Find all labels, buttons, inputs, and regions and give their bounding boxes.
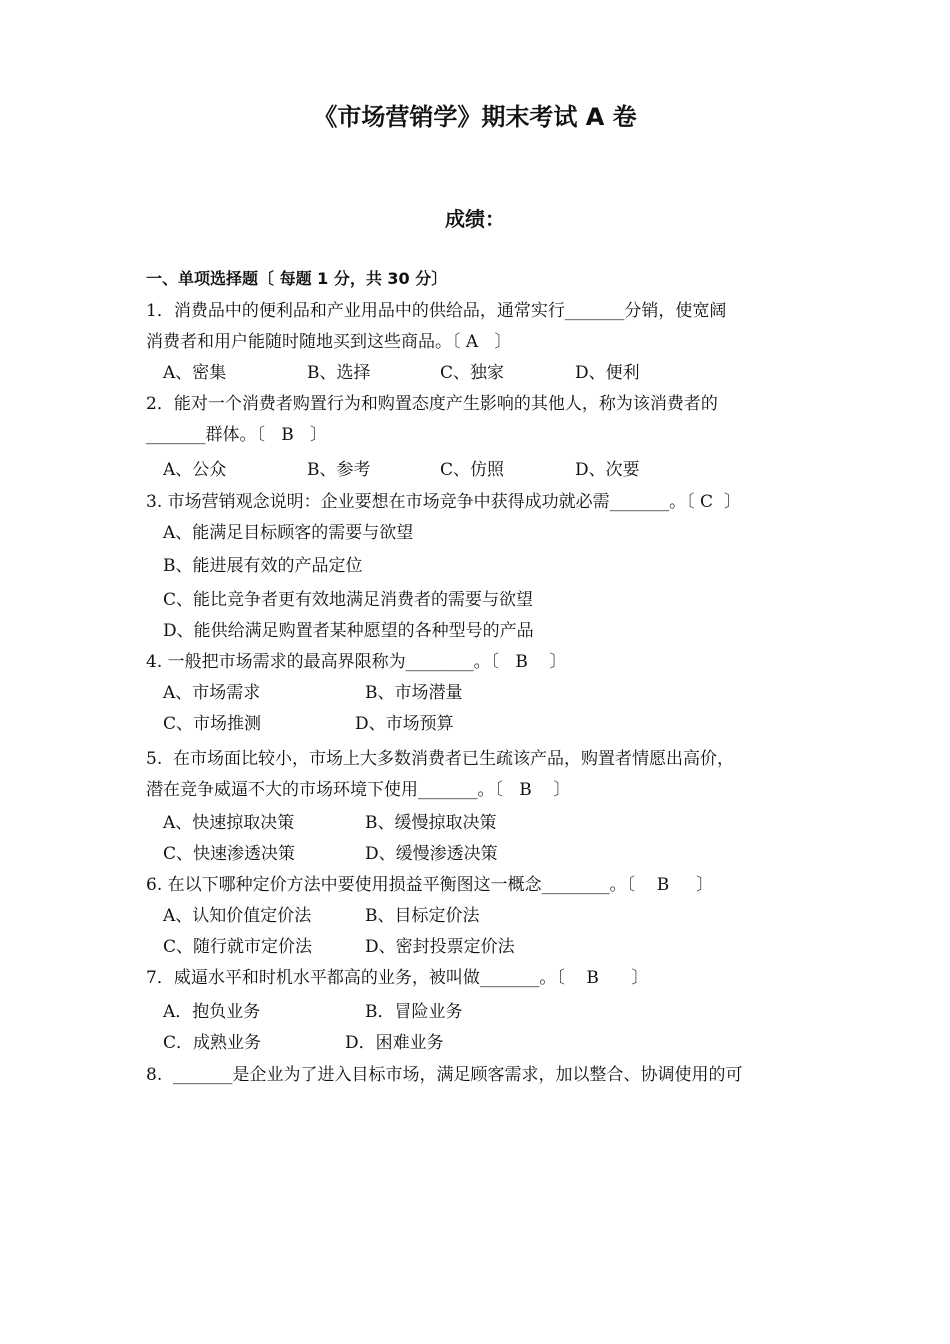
q3-option-a: A、能满足目标顾客的需要与欲望 [163, 523, 414, 543]
q3-option-c: C、能比竞争者更有效地满足消费者的需要与欲望 [163, 590, 534, 610]
score-label: 成绩： [445, 207, 505, 231]
q2-option-c: C、仿照 [440, 460, 505, 480]
q4-option-b: B、市场潜量 [365, 683, 463, 703]
q6-option-a: A、认知价值定价法 [163, 906, 312, 926]
q7-option-a: A．抱负业务 [163, 1002, 261, 1022]
q4-option-a: A、市场需求 [163, 683, 261, 703]
q2-line2: _______群体。〔 B 〕 [146, 425, 327, 445]
q2-option-a: A、公众 [163, 460, 227, 480]
q2-option-d: D、次要 [575, 460, 640, 480]
q6-option-b: B、目标定价法 [365, 906, 480, 926]
q5-option-b: B、缓慢掠取决策 [365, 813, 497, 833]
section-heading: 一、单项选择题〔 每题 1 分，共 30 分〕 [146, 269, 448, 288]
q3-option-b: B、能进展有效的产品定位 [163, 556, 363, 576]
q1-line2: 消费者和用户能随时随地买到这些商品。〔 A 〕 [146, 332, 512, 352]
q2-option-b: B、参考 [307, 460, 371, 480]
q5-option-d: D、缓慢渗透决策 [365, 844, 498, 864]
q5-option-a: A、快速掠取决策 [163, 813, 295, 833]
q7-option-d: D．困难业务 [345, 1033, 444, 1053]
q5-line2: 潜在竞争威逼不大的市场环境下使用_______。〔 B 〕 [146, 780, 571, 800]
q1-option-d: D、便利 [575, 363, 640, 383]
q1-line1: 1．消费品中的便利品和产业用品中的供给品，通常实行_______分销，使宽阔 [146, 301, 727, 321]
q2-line1: 2．能对一个消费者购置行为和购置态度产生影响的其他人，称为该消费者的 [146, 394, 718, 414]
q1-option-a: A、密集 [163, 363, 227, 383]
q4-line1: 4. 一般把市场需求的最高界限称为________。〔 B 〕 [146, 652, 567, 672]
q6-option-c: C、随行就市定价法 [163, 937, 313, 957]
q7-option-b: B．冒险业务 [365, 1002, 463, 1022]
q3-line1: 3. 市场营销观念说明：企业要想在市场竞争中获得成功就必需_______。〔 C 〕 [146, 492, 741, 512]
q4-option-c: C、市场推测 [163, 714, 262, 734]
q1-option-b: B、选择 [307, 363, 371, 383]
exam-title: 《市场营销学》期末考试 A 卷 [313, 103, 637, 131]
q7-line1: 7．威逼水平和时机水平都高的业务，被叫做_______。〔 B 〕 [146, 968, 649, 988]
q4-option-d: D、市场预算 [355, 714, 454, 734]
q8-line1: 8. _______是企业为了进入目标市场，满足顾客需求，加以整合、协调使用的可 [146, 1065, 743, 1085]
q6-option-d: D、密封投票定价法 [365, 937, 515, 957]
q5-option-c: C、快速渗透决策 [163, 844, 296, 864]
q6-line1: 6. 在以下哪种定价方法中要使用损益平衡图这一概念________。〔 B 〕 [146, 875, 714, 895]
q3-option-d: D、能供给满足购置者某种愿望的各种型号的产品 [163, 621, 534, 641]
q1-option-c: C、独家 [440, 363, 505, 383]
q5-line1: 5. 在市场面比较小，市场上大多数消费者已生疏该产品，购置者情愿出高价， [146, 749, 735, 769]
q7-option-c: C．成熟业务 [163, 1033, 262, 1053]
